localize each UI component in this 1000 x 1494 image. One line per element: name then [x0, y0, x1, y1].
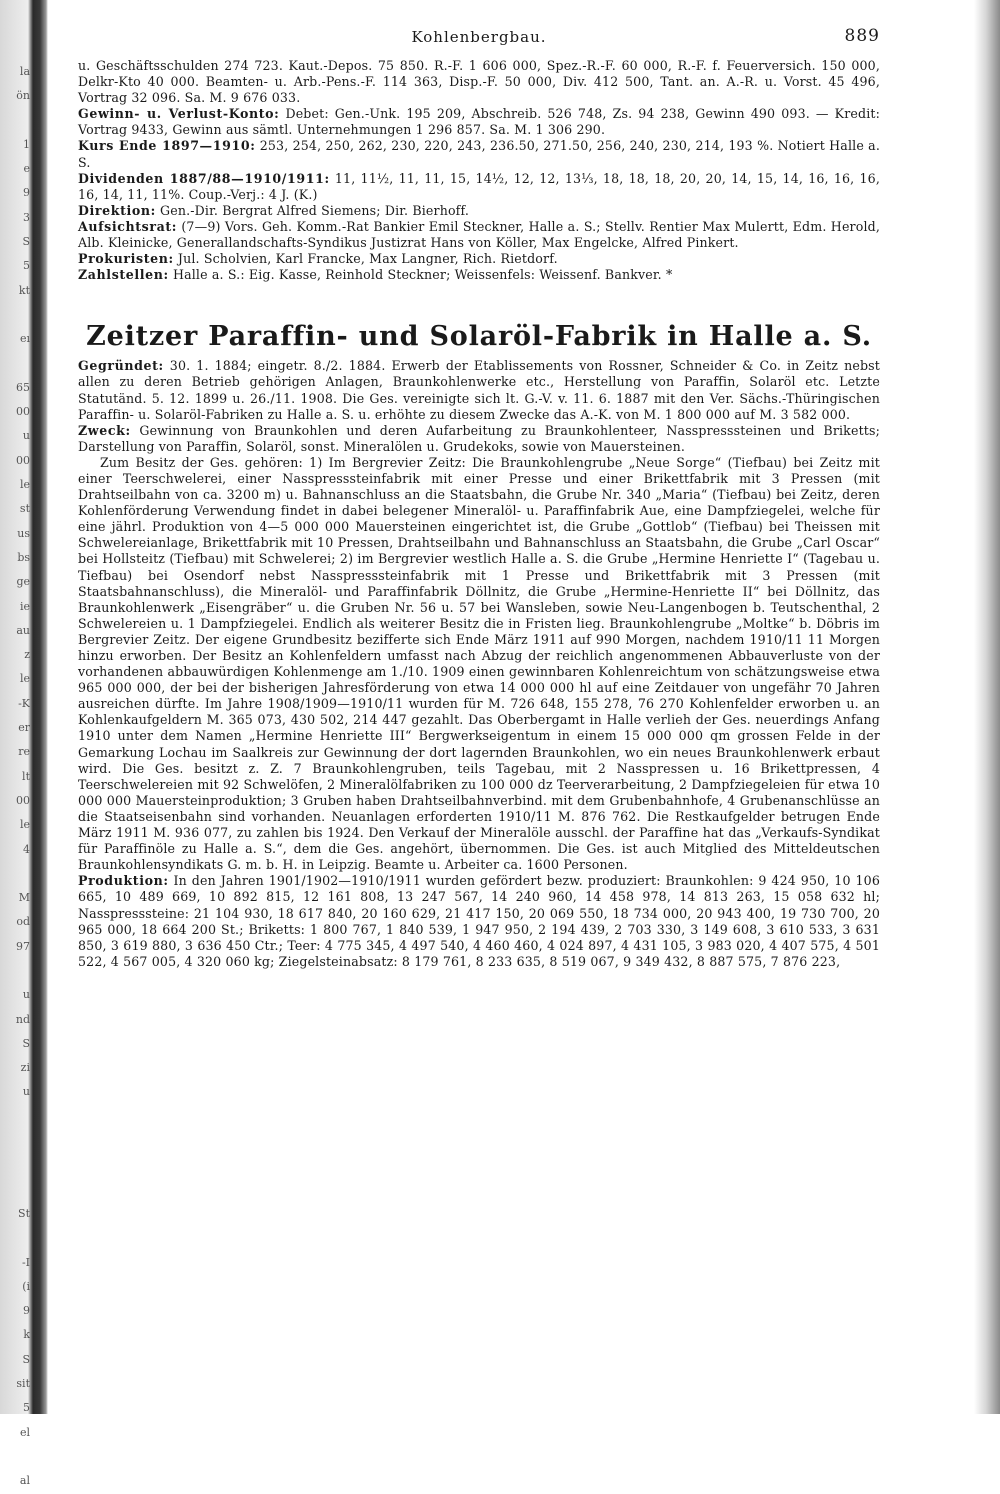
edge-fragment: ge [16, 575, 30, 589]
prev-paragraph [78, 138, 880, 170]
running-title: Kohlenbergbau. [411, 28, 547, 46]
field-label: Direktion: [78, 202, 156, 218]
field-text: 11, 11½, 11, 11, 15, 14½, 12, 12, 13⅓, 18, 18, 18, 20, 20, 14, 15, 14, 16, 16, 16, 16, 14, 11, 11%. Coup.-Verj.: 4 J. (K.) [78, 170, 880, 202]
edge-fragment [0, 862, 30, 886]
edge-fragment: le [19, 672, 30, 686]
edge-fragment: nd [15, 1012, 30, 1026]
edge-fragment: zi [20, 1061, 30, 1075]
edge-fragment: 5 [23, 259, 30, 273]
edge-fragment: la [19, 65, 30, 78]
prev-paragraph [78, 203, 880, 219]
field-label: Gewinn- u. Verlust-Konto: [78, 106, 280, 122]
company-title: Zeitzer Paraffin- und Solaröl-Fabrik in Halle a. S. [86, 321, 872, 353]
prev-paragraph [78, 251, 880, 267]
field-label: Aufsichtsrat: [78, 218, 178, 234]
prev-paragraph [78, 106, 880, 138]
edge-fragment: re [18, 745, 30, 759]
field-label: Kurs Ende 1897—1910: [78, 138, 256, 154]
edge-fragment: M [18, 891, 30, 905]
prev-paragraph [78, 219, 880, 251]
field-text: Zum Besitz der Ges. gehören: 1) Im Bergrevier Zeitz: Die Braunkohlengrube „Neue Sorge“ (Tiefbau) bei Zeitz mit einer Teerschwelerei, einer Nasspresssteinfabrik mit einer Presse und einer Brikettfabrik mit 3 Pressen (mit Drahtseilbahn von ca. 3200 m) u. Bahnanschluss an die Staatsbahn, die Grube Nr. 340 „Maria“ (Tiefbau) bei Zeitz, deren Kohlenförderung Verwendung findet in dabei belegener Mineralöl- u. Paraffinfabrik Aue, eine Dampfziegelei, welche für eine jährl. Produktion von 4—5 000 000 Mauersteinen eingerichtet ist, die Grube „Gottlob“ (Tiefbau) bei Theissen mit Schwelereianlage, Brikettfabrik mit 10 Pressen, Drahtseilbahn und Bahnanschluss an Staatsbahn, die Grube „Carl Oscar“ bei Hollsteitz (Tiefbau) mit Schwelerei; 2) im Bergrevier westlich Halle a. S. die Grube „Hermine Henriette I“ (Tagebau u. Tiefbau) bei Osendorf nebst Nasspresssteinfabrik mit 1 Presse und Brikettfabrik mit 3 Pressen (mit Staatsbahnanschluss), die Mineralöl- und Paraffinfabrik Döllnitz, die Grube „Hermine-Henriette II“ bei Döllnitz, das Braunkohlenwerk „Eisengräber“ u. die Gruben Nr. 56 u. 57 bei Wansleben, sowie Neu-Langenbogen b. Teutschenthal, 2 Schwelereien u. 1 Dampfziegelei. Endlich als weiterer Besitz die in Fristen lieg. Braunkohlengrube „Moltke“ b. Döbris im Bergrevier Zeitz. Der eigene Grundbesitz bezifferte sich Ende März 1911 auf 990 Morgen, nachdem 1910/11 11 Morgen hinzu erworben. Der Besitz an Kohlenfeldern umfasst nach Abzug der reichlich angenommenen Abbauverluste von der vorhandenen abbauwürdigen Kohlenmenge am 1./10. 1909 einen gewinnbaren Kohlenreichtum von schätzungsweise etwa 965 000 000, der bei der bisherigen Jahresförderung von etwa 14 000 000 hl auf eine Zeitdauer von ungefähr 70 Jahren ausreichen dürfte. Im Jahre 1908/1909—1910/11 wurden für M. 726 648, 155 278, 76 270 Kohlenfelder erworben u. an Kohlenkaufgeldern M. 365 073, 430 502, 214 447 gezahlt. Das Oberbergamt in Halle verlieh der Ges. neuerdings Anfang 1910 unter dem Namen „Hermine Henriette III“ Bergwerkseigentum in einem 15 000 000 qm grossen Felde in der Gemarkung Lochau im Saalkreis zur Gewinnung der dort lagernden Braunkohlen, wo ein neues Braunkohlenwerk erbaut wird. Die Ges. besitzt z. Z. 7 Braunkohlengruben, teils Tagebau, mit 2 Nasspressen u. 16 Brikettpressen, 4 Teerschwelereien mit 92 Schwelöfen, 2 Mineralölfabriken zu 100 000 dz Teerverarbeitung, 2 Dampfziegeleien für etwa 10 000 000 Mauersteinproduktion; 3 Gruben haben Drahtseilbahnverbind. mit dem Grubenbahnhofe, 4 Grubenanschlüsse an die Staatseisenbahn sind vorhanden. Neuanlagen erforderten 1910/11 M. 876 762. Die Restkaufgelder betrugen Ende März 1911 M. 936 077, zu zahlen bis 1924. Den Verkauf der Mineralöle ausschl. der Paraffine hat das „Verkaufs-Syndikat für Paraffinöle zu Halle a. S.“, dem die Ges. angehört, übernommen. Die Ges. ist auch Mitglied des Mitteldeutschen Braunkohlensyndikats G. m. b. H. in Leipzig. Beamte u. Arbeiter ca. 1600 Personen. [78, 454, 880, 873]
edge-fragment: 00 [16, 793, 30, 807]
page-content [78, 24, 880, 970]
field-text: 253, 254, 250, 262, 230, 220, 243, 236.50, 271.50, 256, 240, 230, 214, 193 %. Notiert Halle a. S. [78, 138, 880, 170]
edge-fragment: u [22, 1085, 30, 1099]
company-entry [78, 358, 880, 970]
edge-fragment [0, 1178, 30, 1202]
edge-fragment: (i [22, 1279, 30, 1293]
edge-fragment: od [16, 915, 30, 929]
edge-fragment: ie [19, 599, 30, 613]
facing-page-fragments [0, 60, 30, 1494]
edge-fragment: au [16, 623, 30, 637]
edge-fragment [0, 1129, 30, 1153]
field-label: Produktion: [78, 873, 169, 889]
field-label: Gegründet: [78, 358, 164, 374]
field-label: Zahlstellen: [78, 267, 169, 283]
prev-paragraph [78, 58, 880, 106]
edge-fragment [0, 1445, 30, 1469]
edge-fragment: St [18, 1206, 30, 1220]
edge-fragment: e [23, 162, 30, 176]
edge-fragment: eı [19, 332, 30, 346]
edge-fragment: 00 [16, 453, 30, 467]
section-separator [78, 283, 880, 321]
edge-fragment: 00 [16, 405, 30, 419]
company-paragraph [78, 423, 880, 455]
field-text: 30. 1. 1884; eingetr. 8./2. 1884. Erwerb der Etablissements von Rossner, Schneider & Co. in Zeitz nebst allen zu deren Betrieb gehörigen Anlagen, Braunkohlenwerke etc., Herstellung von Paraffin, Solaröl etc. Letzte Statutänd. 5. 12. 1899 u. 26./11. 1908. Die Ges. vereinigte sich lt. G.-V. v. 11. 6. 1887 mit den Ver. Sächs.-Thüringischen Paraffin- u. Solaröl-Fabriken zu Halle a. S. u. erhöhte zu diesem Zwecke das A.-K. von M. 1 800 000 auf M. 3 582 000. [78, 358, 880, 422]
field-text: Gewinnung von Braunkohlen und deren Aufarbeitung zu Braunkohlenteer, Nasspresssteinen und Briketts; Darstellung von Paraffin, Solaröl, sonst. Mineralölen u. Grudekoks, sowie von Mauersteinen. [78, 422, 880, 454]
edge-fragment: 65 [16, 380, 30, 394]
edge-fragment: S [22, 1352, 30, 1366]
field-text: u. Geschäftsschulden 274 723. Kaut.-Depos. 75 850. R.-F. 1 606 000, Spez.-R.-F. 60 000, R.-F. f. Feuerversich. 150 000, Delkr-Kto 40 000. Beamten- u. Arb.-Pens.-F. 114 363, Disp.-F. 50 000, Div. 412 500, Tant. an. A.-R. u. Vorst. 45 496, Vortrag 32 096. Sa. M. 9 676 033. [78, 58, 880, 106]
field-text: (7—9) Vors. Geh. Komm.-Rat Bankier Emil Steckner, Halle a. S.; Stellv. Rentier Max Mulertt, Edm. Herold, Alb. Kleinicke, Generallandschafts-Syndikus Justizrat Hans von Köller, Max Engelcke, Alfred Pinkert. [78, 218, 880, 251]
edge-fragment: kt [18, 283, 30, 297]
edge-fragment: le [19, 818, 30, 832]
edge-fragment: k [23, 1328, 30, 1342]
field-label: Zweck: [78, 422, 131, 438]
right-page-edge [974, 0, 1000, 1414]
edge-fragment: u [22, 429, 30, 443]
edge-fragment: al [19, 1474, 30, 1488]
edge-fragment: lt [22, 769, 30, 783]
previous-company-continuation [78, 58, 880, 283]
edge-fragment: bs [17, 550, 30, 564]
edge-fragment: 97 [16, 939, 30, 953]
edge-fragment: S [22, 235, 30, 249]
field-text: Gen.-Dir. Bergrat Alfred Siemens; Dir. Bierhoff. [155, 202, 470, 218]
prev-paragraph [78, 267, 880, 283]
field-text: In den Jahren 1901/1902—1910/1911 wurden gefördert bezw. produziert: Braunkohlen: 9 424 950, 10 106 665, 10 489 669, 10 892 815, 12 161 808, 13 247 567, 14 240 960, 14 458 978, 14 813 263, 15 058 632 hl; Nasspresssteine: 21 104 930, 18 617 840, 20 160 629, 21 417 150, 20 069 550, 18 734 000, 20 943 400, 19 730 700, 20 965 000, 18 664 200 St.; Briketts: 1 800 767, 1 840 539, 1 947 950, 2 194 439, 2 703 330, 3 149 608, 3 610 533, 3 631 850, 3 619 880, 3 636 450 Ctr.; Teer: 4 775 345, 4 497 540, 4 460 460, 4 024 897, 4 431 105, 3 983 020, 4 407 575, 4 501 522, 4 567 005, 4 320 060 kg; Ziegelsteinabsatz: 8 179 761, 8 233 635, 8 519 067, 9 349 432, 8 887 575, 7 876 223, [78, 873, 880, 969]
field-text: Halle a. S.: Eig. Kasse, Reinhold Steckner; Weissenfels: Weissenf. Bankver. * [168, 267, 673, 283]
page-number: 889 [844, 26, 880, 46]
prev-paragraph [78, 171, 880, 203]
company-paragraph [78, 873, 880, 970]
edge-fragment: sit [16, 1377, 30, 1391]
edge-fragment [0, 109, 30, 133]
field-text: Jul. Scholvien, Karl Francke, Max Langner, Rich. Rietdorf. [173, 251, 558, 267]
edge-fragment: -K [18, 696, 30, 710]
edge-fragment: 1 [23, 137, 30, 151]
company-paragraph [78, 358, 880, 422]
edge-fragment: st [19, 502, 30, 516]
edge-fragment: el [19, 1425, 30, 1439]
edge-fragment [0, 959, 30, 983]
edge-fragment [0, 303, 30, 327]
edge-fragment: 9 [23, 1304, 30, 1318]
edge-fragment: 3 [23, 210, 30, 224]
edge-fragment [0, 1226, 30, 1250]
edge-fragment: ön [16, 89, 30, 103]
edge-fragment: us [17, 526, 30, 540]
edge-fragment: u [22, 988, 30, 1002]
field-label: Prokuristen: [78, 251, 174, 267]
field-text: Debet: Gen.-Unk. 195 209, Abschreib. 526 748, Zs. 94 238, Gewinn 490 093. — Kredit: Vortrag 9433, Gewinn aus sämtl. Unternehmungen 1 296 857. Sa. M. 1 306 290. [78, 106, 880, 138]
edge-fragment: 4 [23, 842, 30, 856]
company-paragraph [78, 455, 880, 873]
edge-fragment: S [22, 1036, 30, 1050]
edge-fragment [0, 352, 30, 376]
running-head [78, 24, 880, 58]
edge-fragment: er [18, 721, 30, 735]
edge-fragment: z [24, 648, 30, 662]
edge-fragment: le [19, 478, 30, 492]
edge-fragment [0, 1153, 30, 1177]
edge-fragment: 9 [23, 186, 30, 200]
edge-fragment: -I [21, 1255, 30, 1269]
edge-fragment: 5 [23, 1401, 30, 1415]
field-label: Dividenden 1887/88—1910/1911: [78, 170, 330, 186]
edge-fragment [0, 1105, 30, 1129]
